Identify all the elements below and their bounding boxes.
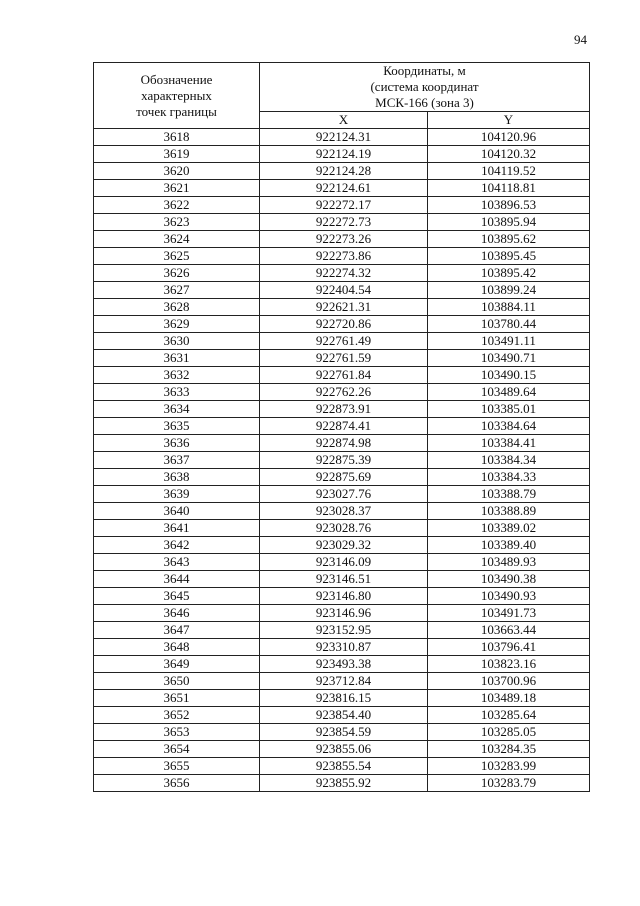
y-coordinate-cell: 103384.41	[428, 435, 590, 452]
y-coordinate-cell: 103283.79	[428, 775, 590, 792]
table-row	[94, 214, 590, 231]
table-row	[94, 316, 590, 333]
point-id-cell: 3622	[94, 197, 260, 214]
point-id-cell: 3638	[94, 469, 260, 486]
point-id-cell: 3618	[94, 129, 260, 146]
table-row	[94, 418, 590, 435]
x-coordinate-cell: 923855.92	[260, 775, 428, 792]
y-coordinate-cell: 103895.94	[428, 214, 590, 231]
table-row	[94, 197, 590, 214]
table-row	[94, 265, 590, 282]
table-row	[94, 588, 590, 605]
point-id-cell: 3625	[94, 248, 260, 265]
point-id-cell: 3637	[94, 452, 260, 469]
x-coordinate-cell: 922124.31	[260, 129, 428, 146]
x-coordinate-cell: 922273.26	[260, 231, 428, 248]
x-coordinate-cell: 922761.49	[260, 333, 428, 350]
table-row	[94, 503, 590, 520]
point-id-cell: 3651	[94, 690, 260, 707]
y-coordinate-cell: 103490.71	[428, 350, 590, 367]
x-coordinate-cell: 923028.76	[260, 520, 428, 537]
point-id-cell: 3635	[94, 418, 260, 435]
x-coordinate-cell: 922720.86	[260, 316, 428, 333]
x-coordinate-cell: 923855.54	[260, 758, 428, 775]
x-coordinate-cell: 923152.95	[260, 622, 428, 639]
table-row	[94, 554, 590, 571]
y-coordinate-cell: 103284.35	[428, 741, 590, 758]
point-id-cell: 3646	[94, 605, 260, 622]
table-row	[94, 707, 590, 724]
table-row	[94, 163, 590, 180]
table-row	[94, 469, 590, 486]
table-row	[94, 758, 590, 775]
x-coordinate-cell: 922273.86	[260, 248, 428, 265]
point-id-cell: 3656	[94, 775, 260, 792]
table-row	[94, 299, 590, 316]
table-row	[94, 231, 590, 248]
header-coordinates-line: (система координат	[370, 79, 479, 94]
point-id-cell: 3624	[94, 231, 260, 248]
y-coordinate-cell: 103489.18	[428, 690, 590, 707]
y-coordinate-cell: 103491.11	[428, 333, 590, 350]
table-row	[94, 571, 590, 588]
x-coordinate-cell: 922874.98	[260, 435, 428, 452]
x-coordinate-cell: 922124.61	[260, 180, 428, 197]
point-id-cell: 3630	[94, 333, 260, 350]
point-id-cell: 3620	[94, 163, 260, 180]
point-id-cell: 3647	[94, 622, 260, 639]
table-row	[94, 180, 590, 197]
y-coordinate-cell: 103385.01	[428, 401, 590, 418]
point-id-cell: 3654	[94, 741, 260, 758]
y-coordinate-cell: 103489.93	[428, 554, 590, 571]
x-coordinate-cell: 923854.40	[260, 707, 428, 724]
x-coordinate-cell: 923146.96	[260, 605, 428, 622]
table-row	[94, 367, 590, 384]
x-coordinate-cell: 922762.26	[260, 384, 428, 401]
header-point-label-line: характерных	[141, 87, 212, 103]
table-row	[94, 605, 590, 622]
y-coordinate-cell: 103389.02	[428, 520, 590, 537]
point-id-cell: 3636	[94, 435, 260, 452]
point-id-cell: 3645	[94, 588, 260, 605]
header-coordinates-line: МСК-166 (зона 3)	[375, 95, 474, 110]
y-coordinate-cell: 103823.16	[428, 656, 590, 673]
x-coordinate-cell: 923146.09	[260, 554, 428, 571]
point-id-cell: 3653	[94, 724, 260, 741]
y-coordinate-cell: 103796.41	[428, 639, 590, 656]
x-coordinate-cell: 923027.76	[260, 486, 428, 503]
table-row	[94, 537, 590, 554]
x-coordinate-cell: 923029.32	[260, 537, 428, 554]
y-coordinate-cell: 103895.45	[428, 248, 590, 265]
x-coordinate-cell: 923816.15	[260, 690, 428, 707]
table-row	[94, 248, 590, 265]
point-id-cell: 3633	[94, 384, 260, 401]
y-coordinate-cell: 103389.40	[428, 537, 590, 554]
point-id-cell: 3649	[94, 656, 260, 673]
x-coordinate-cell: 922272.17	[260, 197, 428, 214]
point-id-cell: 3629	[94, 316, 260, 333]
y-coordinate-cell: 104120.96	[428, 129, 590, 146]
y-coordinate-cell: 103884.11	[428, 299, 590, 316]
y-coordinate-cell: 103283.99	[428, 758, 590, 775]
table-header	[94, 63, 590, 129]
point-id-cell: 3628	[94, 299, 260, 316]
point-id-cell: 3643	[94, 554, 260, 571]
y-coordinate-cell: 104118.81	[428, 180, 590, 197]
y-coordinate-cell: 104119.52	[428, 163, 590, 180]
header-point-label-line: точек границы	[136, 103, 217, 119]
y-coordinate-cell: 103285.05	[428, 724, 590, 741]
y-coordinate-cell: 103490.15	[428, 367, 590, 384]
table-row	[94, 520, 590, 537]
point-id-cell: 3652	[94, 707, 260, 724]
page-number: 94	[574, 32, 587, 47]
x-coordinate-cell: 923712.84	[260, 673, 428, 690]
point-id-cell: 3641	[94, 520, 260, 537]
table-row	[94, 452, 590, 469]
y-coordinate-cell: 103384.64	[428, 418, 590, 435]
x-coordinate-cell: 923310.87	[260, 639, 428, 656]
y-coordinate-cell: 103899.24	[428, 282, 590, 299]
x-coordinate-cell: 923028.37	[260, 503, 428, 520]
point-id-cell: 3627	[94, 282, 260, 299]
x-coordinate-cell: 922875.69	[260, 469, 428, 486]
table-row	[94, 639, 590, 656]
table-row	[94, 129, 590, 146]
header-point-label-line: Обозначение	[140, 71, 213, 87]
y-coordinate-cell: 103895.62	[428, 231, 590, 248]
table-row	[94, 350, 590, 367]
y-coordinate-cell: 103388.89	[428, 503, 590, 520]
x-coordinate-cell: 922272.73	[260, 214, 428, 231]
table-row	[94, 486, 590, 503]
y-coordinate-cell: 103285.64	[428, 707, 590, 724]
x-coordinate-cell: 923855.06	[260, 741, 428, 758]
x-coordinate-cell: 922274.32	[260, 265, 428, 282]
table-row	[94, 690, 590, 707]
x-coordinate-cell: 922621.31	[260, 299, 428, 316]
point-id-cell: 3644	[94, 571, 260, 588]
y-coordinate-cell: 103490.38	[428, 571, 590, 588]
table-row	[94, 673, 590, 690]
table-row	[94, 775, 590, 792]
y-coordinate-cell: 103384.33	[428, 469, 590, 486]
point-id-cell: 3634	[94, 401, 260, 418]
x-coordinate-cell: 923854.59	[260, 724, 428, 741]
x-coordinate-cell: 922874.41	[260, 418, 428, 435]
x-coordinate-cell: 922873.91	[260, 401, 428, 418]
y-coordinate-cell: 103490.93	[428, 588, 590, 605]
point-id-cell: 3619	[94, 146, 260, 163]
table-row	[94, 435, 590, 452]
point-id-cell: 3650	[94, 673, 260, 690]
x-coordinate-cell: 922124.28	[260, 163, 428, 180]
table-row	[94, 656, 590, 673]
table-row	[94, 146, 590, 163]
header-coordinates-line: Координаты, м	[383, 63, 466, 78]
point-id-cell: 3621	[94, 180, 260, 197]
header-x: X	[260, 112, 428, 129]
table-row	[94, 724, 590, 741]
table-row	[94, 741, 590, 758]
y-coordinate-cell: 103489.64	[428, 384, 590, 401]
y-coordinate-cell: 103700.96	[428, 673, 590, 690]
y-coordinate-cell: 103896.53	[428, 197, 590, 214]
point-id-cell: 3648	[94, 639, 260, 656]
point-id-cell: 3626	[94, 265, 260, 282]
y-coordinate-cell: 103491.73	[428, 605, 590, 622]
y-coordinate-cell: 103384.34	[428, 452, 590, 469]
point-id-cell: 3642	[94, 537, 260, 554]
table-row	[94, 333, 590, 350]
y-coordinate-cell: 103895.42	[428, 265, 590, 282]
x-coordinate-cell: 922761.59	[260, 350, 428, 367]
point-id-cell: 3623	[94, 214, 260, 231]
point-id-cell: 3639	[94, 486, 260, 503]
header-coordinates	[260, 63, 590, 112]
y-coordinate-cell: 104120.32	[428, 146, 590, 163]
x-coordinate-cell: 923146.80	[260, 588, 428, 605]
header-point-label	[94, 63, 260, 129]
point-id-cell: 3631	[94, 350, 260, 367]
point-id-cell: 3640	[94, 503, 260, 520]
x-coordinate-cell: 922761.84	[260, 367, 428, 384]
point-id-cell: 3632	[94, 367, 260, 384]
table-row	[94, 384, 590, 401]
x-coordinate-cell: 923493.38	[260, 656, 428, 673]
x-coordinate-cell: 923146.51	[260, 571, 428, 588]
table-row	[94, 401, 590, 418]
y-coordinate-cell: 103780.44	[428, 316, 590, 333]
x-coordinate-cell: 922404.54	[260, 282, 428, 299]
point-id-cell: 3655	[94, 758, 260, 775]
x-coordinate-cell: 922875.39	[260, 452, 428, 469]
header-y: Y	[428, 112, 590, 129]
coordinates-table	[93, 62, 590, 792]
table-row	[94, 282, 590, 299]
x-coordinate-cell: 922124.19	[260, 146, 428, 163]
y-coordinate-cell: 103663.44	[428, 622, 590, 639]
table-body	[94, 129, 590, 792]
y-coordinate-cell: 103388.79	[428, 486, 590, 503]
table-row	[94, 622, 590, 639]
